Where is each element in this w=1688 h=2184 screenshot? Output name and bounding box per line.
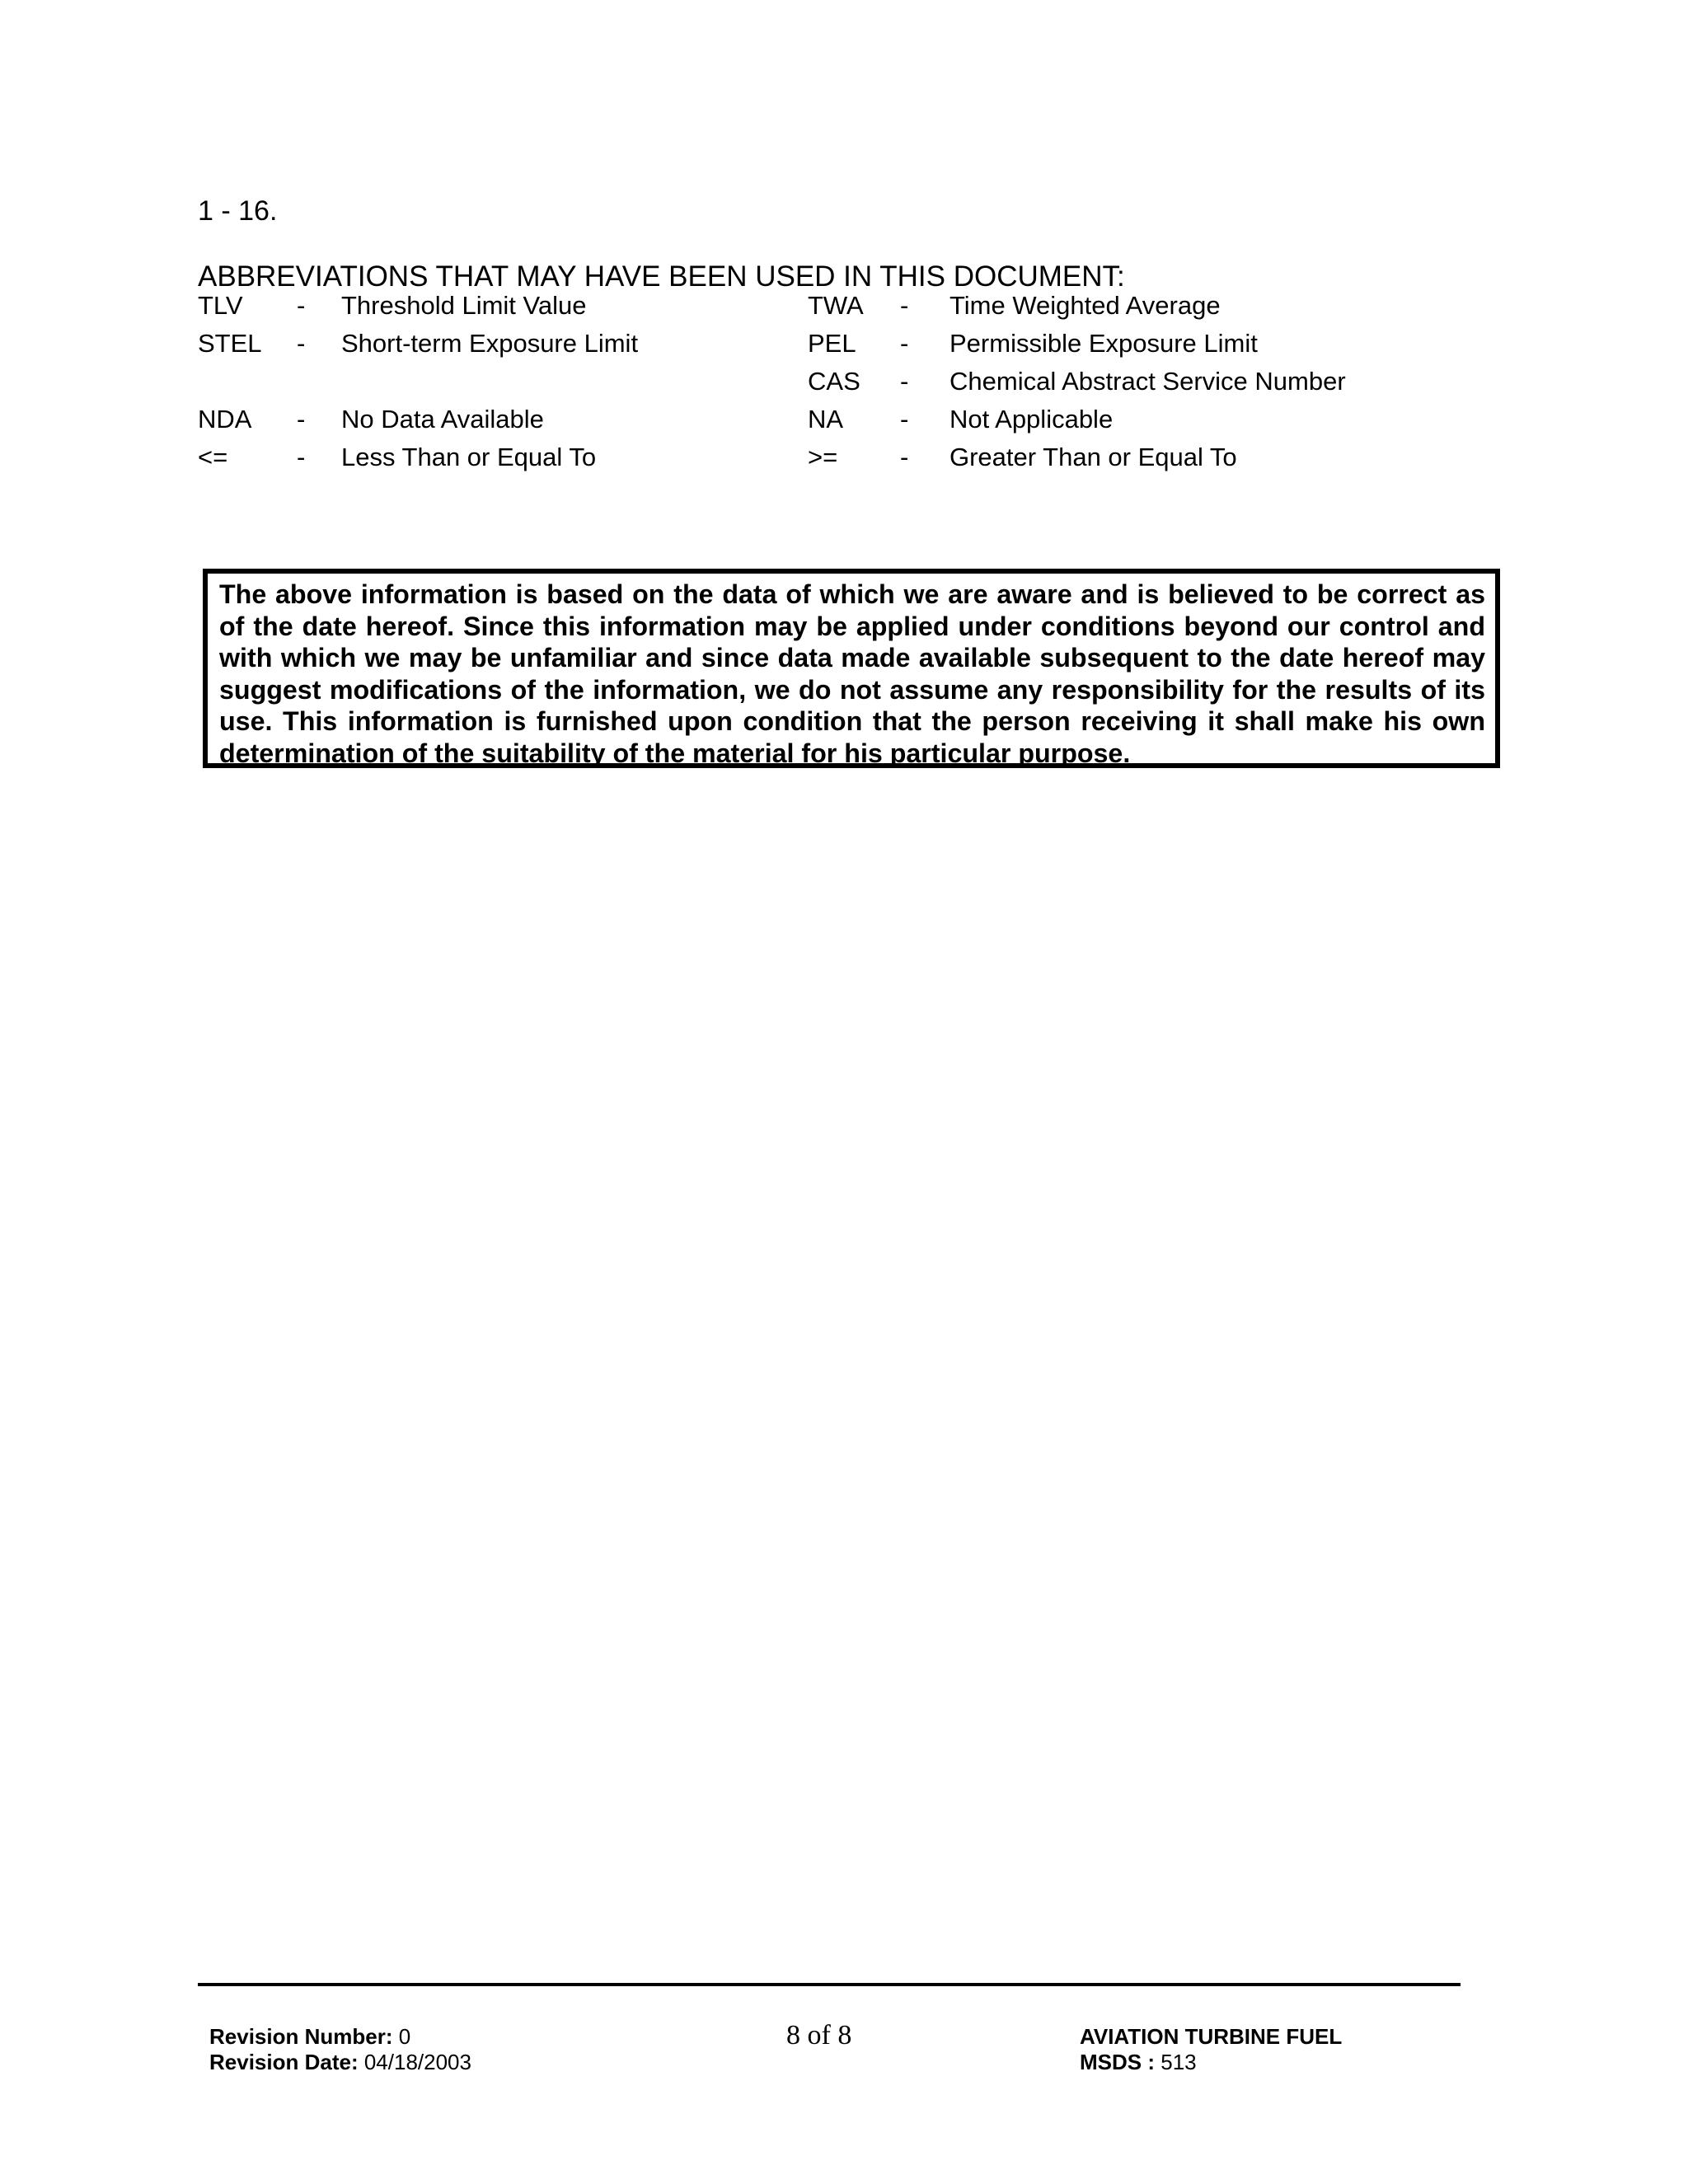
abbreviation-definition: Time Weighted Average: [950, 291, 1221, 320]
abbreviation-key: PEL: [808, 329, 856, 358]
abbreviation-definition: Threshold Limit Value: [341, 291, 587, 320]
revision-date-line: [209, 2050, 471, 2075]
abbreviation-key: NDA: [198, 405, 252, 434]
abbreviation-definition: Greater Than or Equal To: [950, 443, 1237, 471]
abbreviation-dash: -: [900, 405, 909, 434]
abbreviation-row-nda: [198, 401, 775, 438]
abbreviation-key: TLV: [198, 291, 243, 320]
revision-number-value: 0: [398, 2024, 411, 2049]
abbreviation-dash: -: [297, 329, 306, 358]
abbreviation-dash: -: [900, 329, 909, 358]
msds-number: 513: [1160, 2050, 1197, 2074]
abbreviation-dash: -: [297, 291, 306, 320]
msds-line: [1080, 2050, 1342, 2075]
abbreviation-dash: -: [900, 291, 909, 320]
abbreviation-definition: Chemical Abstract Service Number: [950, 367, 1346, 396]
revision-date-value: 04/18/2003: [363, 2050, 471, 2074]
abbreviation-key: STEL: [198, 329, 262, 358]
footer-revision-info: [209, 2024, 471, 2075]
abbreviations-heading: ABBREVIATIONS THAT MAY HAVE BEEN USED IN THIS DOCUMENT:: [198, 260, 1125, 293]
abbreviation-dash: -: [900, 367, 909, 396]
abbreviation-definition: Not Applicable: [950, 405, 1114, 434]
revision-number-label: Revision Number:: [209, 2024, 393, 2049]
product-name: AVIATION TURBINE FUEL: [1080, 2024, 1343, 2049]
abbreviation-definition: No Data Available: [341, 405, 544, 434]
abbreviation-row-gte: [808, 438, 1484, 476]
footer-product-info: [1080, 2024, 1342, 2075]
abbreviation-key: <=: [198, 443, 228, 471]
footer-divider: [198, 1983, 1461, 1986]
revision-number-line: [209, 2024, 471, 2050]
abbreviation-definition: Short-term Exposure Limit: [341, 329, 639, 358]
abbreviation-row-twa: [808, 287, 1484, 325]
disclaimer-text: The above information is based on the data of which we are aware and is believed to be correct as of the date hereof. Since this information may be applied under conditions beyond our control and with which we may be unfamiliar and since data made available subsequent to the date hereof may suggest modifications of the information, we do not assume any responsibility for the results of its use. This information is furnished upon condition that the person receiving it shall make his own determination of the suitability of the material for his particular purpose.: [219, 579, 1485, 768]
disclaimer-box: [203, 569, 1500, 768]
abbreviation-definition: Permissible Exposure Limit: [950, 329, 1258, 358]
abbreviation-definition: Less Than or Equal To: [341, 443, 597, 471]
abbreviation-row-na: [808, 401, 1484, 438]
page-number: 8 of 8: [786, 2020, 852, 2050]
abbreviation-row-lte: [198, 438, 775, 476]
section-number: 1 - 16.: [198, 195, 278, 227]
abbreviation-row-pel: [808, 325, 1484, 363]
abbreviation-row-cas: [808, 363, 1484, 401]
abbreviation-row-tlv: [198, 287, 775, 325]
abbreviation-key: CAS: [808, 367, 860, 396]
revision-date-label: Revision Date:: [209, 2050, 359, 2074]
abbreviation-key: NA: [808, 405, 844, 434]
abbreviation-dash: -: [900, 443, 909, 471]
abbreviation-dash: -: [297, 443, 306, 471]
abbreviation-dash: -: [297, 405, 306, 434]
abbreviation-key: >=: [808, 443, 838, 471]
abbreviation-row-stel: [198, 325, 775, 363]
msds-label: MSDS :: [1080, 2050, 1155, 2074]
abbreviation-key: TWA: [808, 291, 864, 320]
